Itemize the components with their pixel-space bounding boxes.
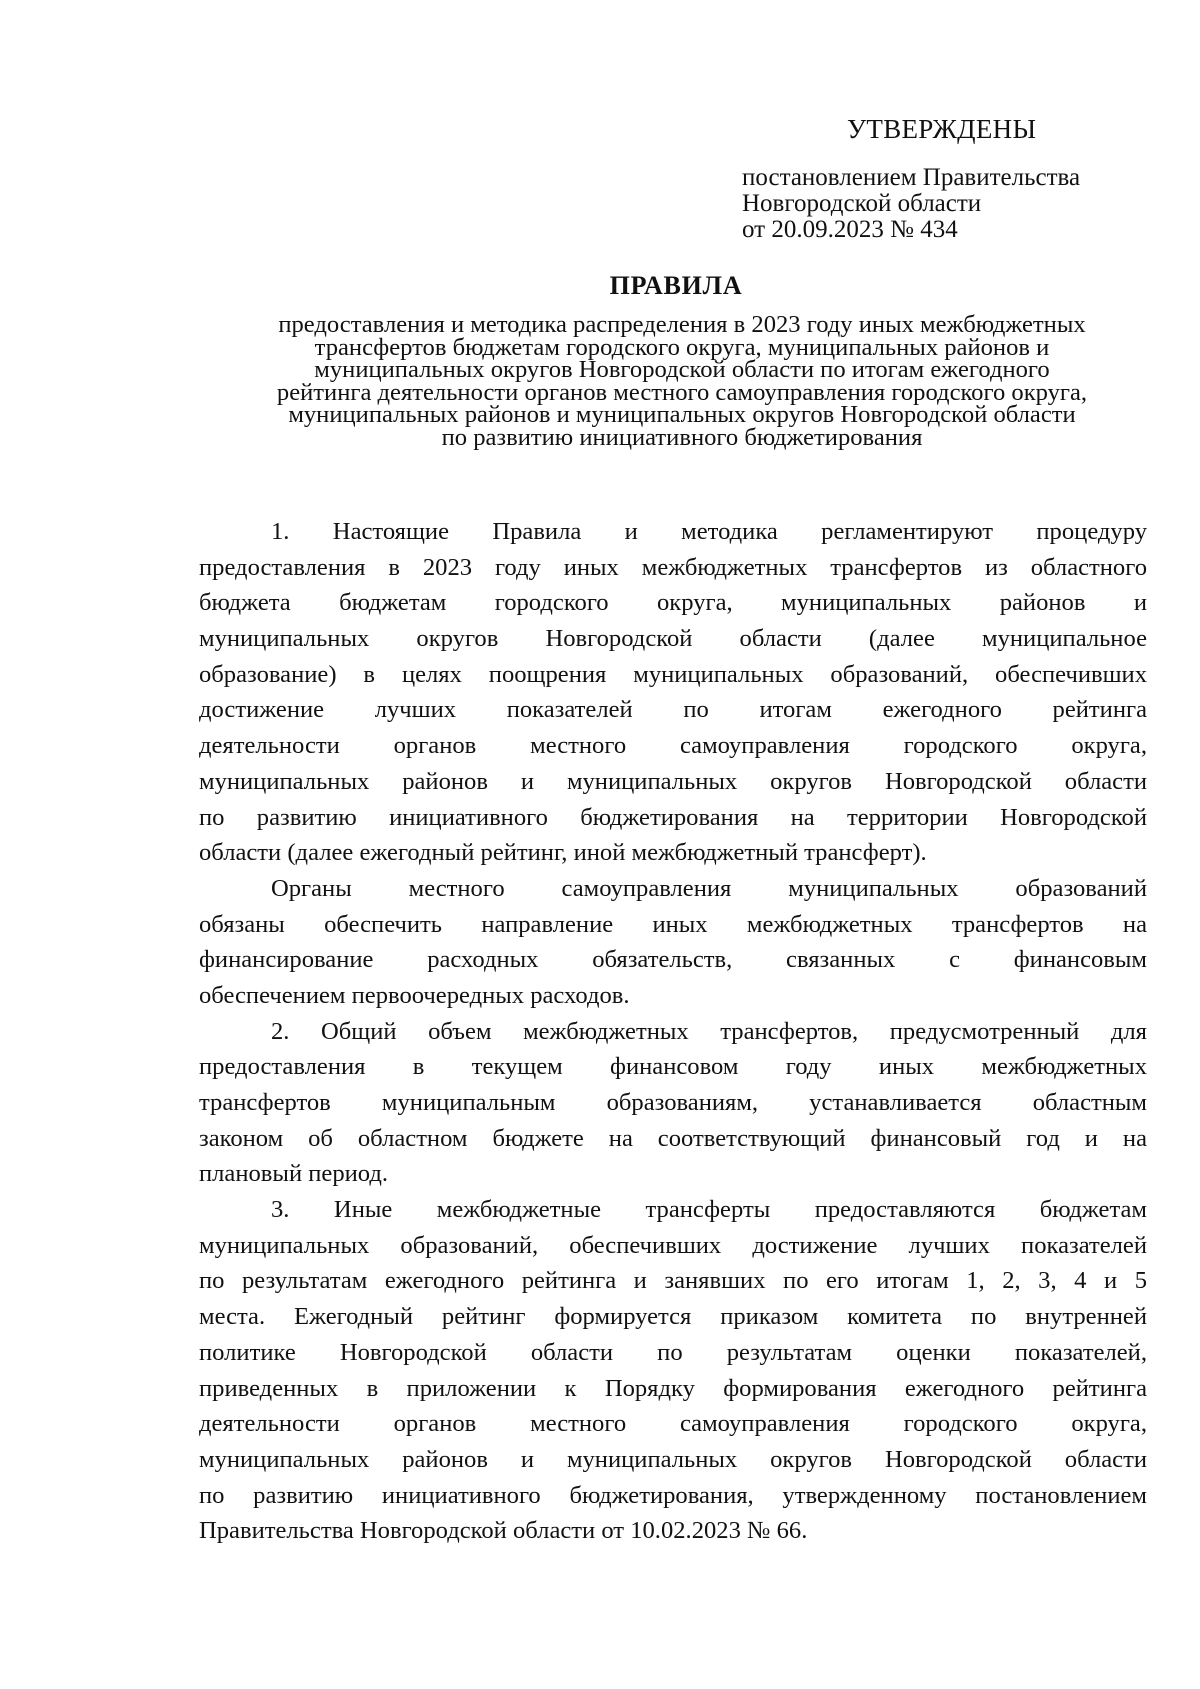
document-title: ПРАВИЛА (609, 271, 743, 300)
paragraph-line: деятельности органов местного самоуправления городского округа, (199, 732, 1147, 760)
paragraph-line: муниципальных округов Новгородской области (далее муниципальное (199, 625, 1147, 653)
paragraph-line: 1. Настоящие Правила и методика регламентируют процедуру (271, 518, 1147, 545)
approval-line: от 20.09.2023 № 434 (742, 216, 958, 243)
paragraph-line: по развитию инициативного бюджетирования, утвержденному постановлением (199, 1481, 1147, 1509)
approval-title: УТВЕРЖДЕНЫ (847, 114, 1037, 144)
approval-line: постановлением Правительства (742, 164, 1081, 191)
subtitle-line: по развитию инициативного бюджетирования (441, 423, 923, 451)
approval-line: Новгородской области (742, 190, 982, 217)
subtitle-line: муниципальных районов и муниципальных округов Новгородской области (288, 401, 1076, 428)
paragraph-line: 3. Иные межбюджетные трансферты предоставляются бюджетам (271, 1196, 1147, 1224)
paragraph-line: финансирование расходных обязательств, связанных с финансовым (199, 946, 1147, 974)
paragraph-line: Правительства Новгородской области от 10.02.2023 № 66. (199, 1517, 808, 1545)
subtitle-line: предоставления и методика распределения в 2023 году иных межбюджетных (278, 311, 1086, 338)
document-body (199, 514, 1147, 1549)
document-subtitle (190, 311, 1174, 451)
paragraph-line: предоставления в 2023 году иных межбюджетных трансфертов из областного (199, 553, 1147, 581)
subtitle-line: рейтинга деятельности органов местного самоуправления городского округа, (276, 378, 1088, 406)
paragraph-line: законом об областном бюджете на соответствующий финансовый год и на (199, 1124, 1147, 1152)
paragraph-line: деятельности органов местного самоуправления городского округа, (199, 1410, 1147, 1438)
paragraph-line: места. Ежегодный рейтинг формируется приказом комитета по внутренней (199, 1303, 1147, 1331)
subtitle-line: муниципальных округов Новгородской области по итогам ежегодного (314, 356, 1050, 383)
paragraph-line: бюджета бюджетам городского округа, муниципальных районов и (199, 589, 1147, 617)
paragraph-line: политике Новгородской области по результатам оценки показателей, (199, 1338, 1147, 1366)
paragraph-line: муниципальных образований, обеспечивших достижение лучших показателей (199, 1231, 1147, 1259)
paragraph-line: трансфертов муниципальным образованиям, устанавливается областным (199, 1089, 1147, 1116)
paragraph-line: плановый период. (199, 1160, 389, 1188)
paragraph-line: 2. Общий объем межбюджетных трансфертов, предусмотренный для (271, 1017, 1147, 1045)
subtitle-line: трансфертов бюджетам городского округа, муниципальных районов и (314, 333, 1050, 361)
approval-stamp (742, 112, 1162, 243)
paragraph-line: достижение лучших показателей по итогам ежегодного рейтинга (199, 696, 1147, 724)
paragraph-line: образование) в целях поощрения муниципальных образований, обеспечивших (199, 660, 1147, 688)
paragraph-line: по развитию инициативного бюджетирования на территории Новгородской (199, 803, 1147, 831)
paragraph-line: области (далее ежегодный рейтинг, иной межбюджетный трансферт). (199, 839, 927, 867)
paragraph-line: обеспечением первоочередных расходов. (199, 981, 630, 1009)
paragraph-line: по результатам ежегодного рейтинга и занявших по его итогам 1, 2, 3, 4 и 5 (199, 1267, 1147, 1295)
paragraph-line: приведенных в приложении к Порядку формирования ежегодного рейтинга (199, 1374, 1147, 1402)
paragraph-line: обязаны обеспечить направление иных межбюджетных трансфертов на (199, 910, 1147, 938)
paragraph-line: Органы местного самоуправления муниципальных образований (271, 874, 1147, 902)
paragraph-line: муниципальных районов и муниципальных округов Новгородской области (199, 767, 1147, 795)
paragraph-line: предоставления в текущем финансовом году иных межбюджетных (199, 1053, 1147, 1081)
paragraph-line: муниципальных районов и муниципальных округов Новгородской области (199, 1445, 1147, 1473)
